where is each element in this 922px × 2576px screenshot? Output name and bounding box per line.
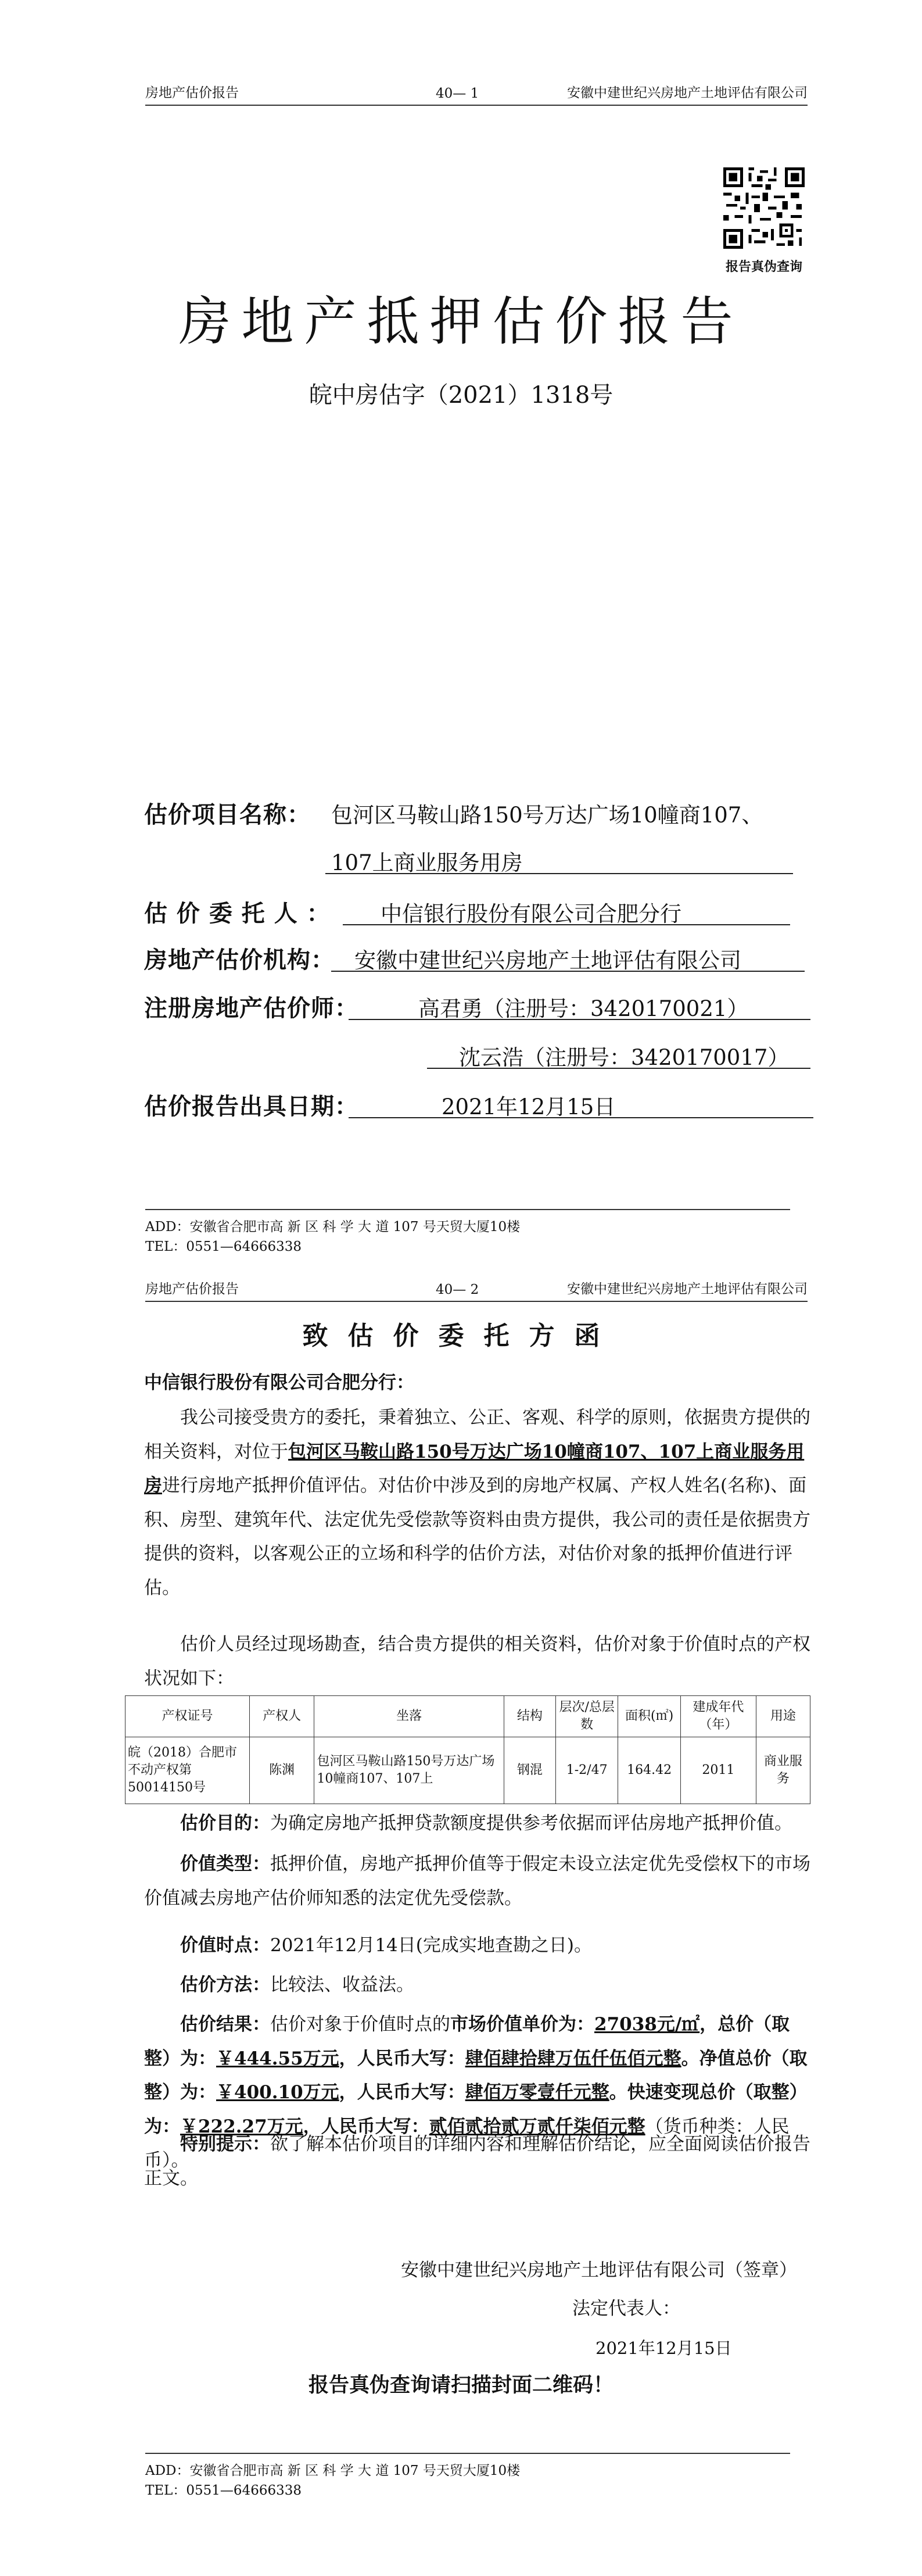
report-title: 房地产抵押估价报告 xyxy=(178,291,744,352)
underline xyxy=(349,1117,813,1118)
table-row xyxy=(125,1737,810,1804)
table-header-cell: 建成年代（年） xyxy=(680,1696,756,1737)
survey-text: 估价人员经过现场勘查，结合贵方提供的相关资料，估价对象于价值时点的产权状况如下： xyxy=(144,1634,810,1689)
table-cell-structure: 钢混 xyxy=(504,1737,555,1804)
intro-object: 包河区马鞍山路150号万达广场10幢商107、107上商业服务用房 xyxy=(144,1441,805,1496)
method-label: 估价方法： xyxy=(180,1974,270,1995)
table-header-cell: 产权人 xyxy=(249,1696,314,1737)
footer-tel: TEL：0551—64666338 xyxy=(145,1239,302,1254)
result-text: 市场价值单价为： xyxy=(450,2014,594,2035)
client-label: 估 价 委 托 人 ： xyxy=(144,900,331,927)
appraiser-2: 沈云浩（注册号：3420170017） xyxy=(459,1045,790,1070)
property-table xyxy=(125,1695,810,1804)
legal-representative: 法定代表人： xyxy=(572,2298,680,2319)
purpose-text: 为确定房地产抵押贷款额度提供参考依据而评估房地产抵押价值。 xyxy=(270,1813,792,1834)
tip-label: 特别提示： xyxy=(180,2134,270,2155)
header-report-name: 房地产估价报告 xyxy=(145,1282,239,1297)
table-header-cell: 产权证号 xyxy=(125,1696,250,1737)
footer-rule xyxy=(145,2453,790,2454)
table-cell-year: 2011 xyxy=(680,1737,756,1804)
header-company: 安徽中建世纪兴房地产土地评估有限公司 xyxy=(567,85,808,101)
page1-footer xyxy=(145,1209,808,1257)
salutation-text: 中信银行股份有限公司合肥分行： xyxy=(144,1372,414,1393)
value-type-label: 价值类型： xyxy=(180,1854,270,1874)
result-text: 估价对象于价值时点的 xyxy=(270,2014,450,2035)
company-seal: 安徽中建世纪兴房地产土地评估有限公司（签章） xyxy=(401,2260,797,2281)
intro-text-a: 我公司接受贵方的委托，秉着独立、公正、客观、科学的原则，依据贵方提供的相关资料，对位于 xyxy=(144,1407,810,1462)
value-type-text: 抵押价值，房地产抵押价值等于假定未设立法定优先受偿权下的市场价值减去房地产估价师知悉的法定优先受偿款。 xyxy=(144,1854,810,1909)
result-text: ，人民币大写： xyxy=(339,2048,465,2069)
table-cell-location: 包河区马鞍山路150号万达广场10幢商107、107上 xyxy=(314,1737,504,1804)
client-value: 中信银行股份有限公司合肥分行 xyxy=(381,901,681,926)
header-page-number: 40— 2 xyxy=(436,1282,479,1297)
page1-header xyxy=(145,81,808,106)
result-text: 。净值总价（取整）为： xyxy=(144,2048,808,2103)
result-text: ，人民币大写： xyxy=(339,2082,465,2103)
total-price: ￥444.55万元 xyxy=(216,2048,339,2069)
result-text: ，人民币大写： xyxy=(303,2116,429,2137)
net-price-chinese: 肆佰万零壹仟元整 xyxy=(465,2082,609,2103)
table-header-cell: 层次/总层数 xyxy=(555,1696,618,1737)
header-report-name: 房地产估价报告 xyxy=(145,85,239,101)
qr-caption: 报告真伪查询 xyxy=(725,259,802,274)
underline xyxy=(325,873,793,874)
intro-text-b: 进行房地产抵押价值评估。对估价中涉及到的房地产权属、产权人姓名(名称)、面积、房型、建筑年代、法定优先受偿款等资料由贵方提供，我公司的责任是依据贵方提供的资料，以客观公正的立场和科学的估价方法，对估价对象的抵押价值进行评估。 xyxy=(144,1475,810,1598)
quick-sale-price-chinese: 贰佰贰拾贰万贰仟柒佰元整 xyxy=(429,2116,645,2137)
result-label: 估价结果： xyxy=(180,2014,270,2035)
underline xyxy=(343,924,790,925)
total-price-chinese: 肆佰肆拾肆万伍仟伍佰元整 xyxy=(465,2048,681,2069)
table-header-row xyxy=(125,1696,810,1737)
underline xyxy=(349,1019,810,1020)
tip-text: 欲了解本估价项目的详细内容和理解估价结论，应全面阅读估价报告正文。 xyxy=(144,2134,810,2189)
project-name-label: 估价项目名称： xyxy=(144,801,311,828)
appraiser-label: 注册房地产估价师： xyxy=(144,994,358,1022)
tip-paragraph xyxy=(144,2127,813,2195)
underline xyxy=(427,1068,810,1069)
sign-date: 2021年12月15日 xyxy=(595,2338,732,2358)
quick-sale-price: ￥222.27万元 xyxy=(180,2116,303,2137)
result-text: ，总价（取整）为： xyxy=(144,2014,790,2069)
document-number: 皖中房估字（2021）1318号 xyxy=(308,382,614,409)
value-type-paragraph xyxy=(144,1847,813,1915)
value-date-paragraph xyxy=(144,1929,813,1963)
value-date-label: 价值时点： xyxy=(180,1935,270,1956)
method-text: 比较法、收益法。 xyxy=(270,1974,414,1995)
table-cell-cert: 皖（2018）合肥市不动产权第50014150号 xyxy=(125,1737,250,1804)
project-name-value: 包河区马鞍山路150号万达广场10幢商107、 xyxy=(331,803,763,828)
page2-footer xyxy=(145,2453,808,2500)
method-paragraph xyxy=(144,1968,813,2002)
header-company: 安徽中建世纪兴房地产土地评估有限公司 xyxy=(567,1282,808,1297)
net-price: ￥400.10万元 xyxy=(216,2082,339,2103)
purpose-paragraph xyxy=(144,1806,813,1841)
verify-notice: 报告真伪查询请扫描封面二维码！ xyxy=(308,2373,614,2397)
salutation xyxy=(144,1366,813,1400)
project-name-value-line2: 107上商业服务用房 xyxy=(331,850,523,875)
report-date-value: 2021年12月15日 xyxy=(442,1094,616,1119)
table-cell-area: 164.42 xyxy=(618,1737,680,1804)
table-header-cell: 用途 xyxy=(756,1696,810,1737)
intro-paragraph xyxy=(144,1401,813,1605)
purpose-label: 估价目的： xyxy=(180,1813,270,1834)
qr-code-icon[interactable] xyxy=(723,167,805,249)
result-text: 。快速变现总价（取整）为： xyxy=(144,2082,808,2137)
value-date-text: 2021年12月14日(完成实地查勘之日)。 xyxy=(270,1935,592,1956)
appraiser-1: 高君勇（注册号：3420170021） xyxy=(418,996,749,1021)
table-header-cell: 面积(㎡) xyxy=(618,1696,680,1737)
letter-title: 致估价委托方函 xyxy=(302,1321,620,1351)
header-page-number: 40— 1 xyxy=(436,86,479,101)
table-cell-floors: 1-2/47 xyxy=(555,1737,618,1804)
footer-rule xyxy=(145,1209,790,1210)
footer-address: ADD：安徽省合肥市高 新 区 科 学 大 道 107 号天贸大厦10楼 xyxy=(145,1219,521,1235)
agency-value: 安徽中建世纪兴房地产土地评估有限公司 xyxy=(354,948,741,973)
survey-paragraph xyxy=(144,1627,813,1695)
table-header-cell: 结构 xyxy=(504,1696,555,1737)
result-text: （货币种类：人民币）。 xyxy=(144,2116,790,2171)
footer-address: ADD：安徽省合肥市高 新 区 科 学 大 道 107 号天贸大厦10楼 xyxy=(145,2463,521,2478)
underline xyxy=(331,971,805,972)
footer-tel: TEL：0551—64666338 xyxy=(145,2483,302,2498)
report-date-label: 估价报告出具日期： xyxy=(144,1093,358,1120)
table-cell-owner: 陈渊 xyxy=(249,1737,314,1804)
agency-label: 房地产估价机构： xyxy=(144,946,335,974)
page2-header xyxy=(145,1278,808,1302)
table-header-cell: 坐落 xyxy=(314,1696,504,1737)
table-cell-use: 商业服务 xyxy=(756,1737,810,1804)
unit-price: 27038元/㎡ xyxy=(594,2014,700,2035)
